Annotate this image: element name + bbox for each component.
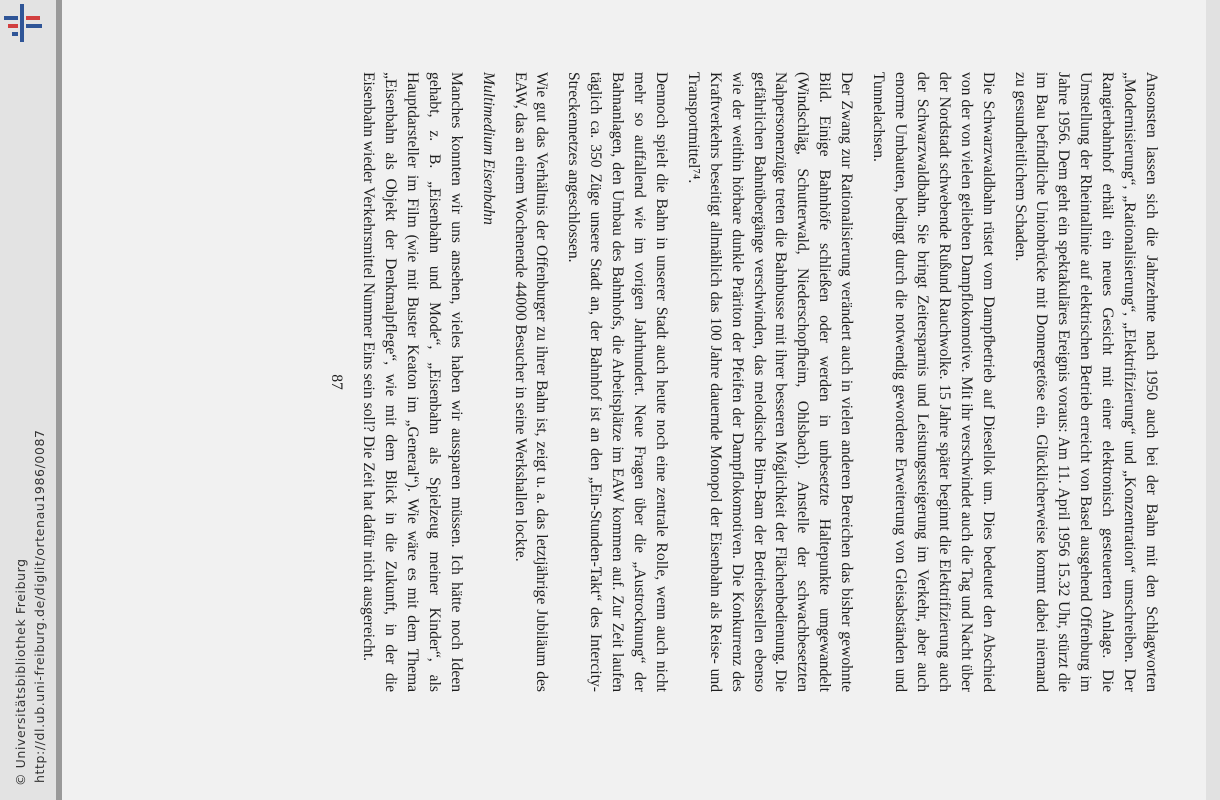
document-url[interactable]: http://dl.ub.uni-freiburg.de/diglit/ortenau1986/0087 (32, 429, 47, 783)
scanned-page (62, 0, 1220, 800)
paragraph: Wie gut das Verhältnis der Offenburger zu ihrer Bahn ist, zeigt u. a. das letztjährige Jubiläum des EAW, das an einem Wochenende 44000 Besucher in seine Werkshallen lockte. (511, 72, 551, 692)
page-number: 87 (328, 374, 346, 390)
page-text-block (325, 72, 1162, 692)
section-paragraph: Manches konnten wir uns ansehen, vieles haben wir aussparen müssen. Ich hätte noch Ideen gehabt, z. B. „Eisenbahn und Mode“, „Eisenbahn als Spielzeug meiner Kinder“, als Hauptdarsteller im Film (wie mit Buster Keaton im „General“). Wie wäre es mit dem Thema „Eisenbahn als Objekt der Denkmalpflege“, wie mit dem Blick in die Zukunft, in der die Eisenbahn wieder Verkehrsmittel Nummer Eins sein soll? Die Zeit hat dafür nicht ausgereicht. (360, 72, 465, 692)
section-heading: Multimedium Eisenbahn (479, 72, 497, 225)
viewer-sidebar (0, 0, 56, 800)
page-edge (1206, 0, 1220, 800)
paragraph: Ansonsten lassen sich die Jahrzehnte nach 1950 auch bei der Bahn mit den Schlagworten „Modernisierung“, „Rationalisierung“, „Elektrifizierung“ und „Konzentration“ umschreiben. Der Rangierbahnhof erhält ein neues Gesicht mit einer elektronisch gesteuerten Anlage. Die Umstellung der Rheintallinie auf elektrischen Betrieb erreicht von Basel ausgehend Offenburg im Jahre 1956. Dem geht ein spektakuläres Ereignis voraus: Am 11. April 1956 15.32 Uhr, stürzt die im Bau befindliche Unionbrücke mit Donnergetöse ein. Glücklicherweise kommt dabei niemand zu gesundheitlichem Schaden. (1011, 72, 1160, 692)
paragraph: Die Schwarzwaldbahn rüstet vom Dampfbetrieb auf Diesellok um. Dies bedeutet den Abschied von der von vielen geliebten Dampflokomotive. Mit ihr verschwindet auch die Tag und Nacht über der Nordstadt schwebende Rußund Rauchwolke. 15 Jahre später beginnt die Elektrifizierung auch der Schwarzwaldbahn. Sie bringt Zeitersparnis und Leistungssteigerung im Verkehr, aber auch enorme Umbauten, bedingt durch die notwendig gewordene Erweiterung von Gleisabständen und Tunnelachsen. (870, 72, 997, 692)
paragraph: Der Zwang zur Rationalisierung verändert auch in vielen anderen Bereichen das bisher gewohnte Bild. Einige Bahnhöfe schließen oder werden in unbesetzte Haltepunkte umgewandelt (Windschläg, Schutterwald, Niederschopfheim, Ohlsbach). Anstelle der schwachbesetzten Nahpersonenzüge treten die Bahnbusse mit ihrer besseren Möglichkeit der Flächenbedienung. Die gefährlichen Bahnübergänge verschwinden, das melodische Bim-Bam der Betriebsstellen ebenso wie der weithin hörbare dunkle Präriton der Pfeifen der Dampflokomotiven. Die Konkurrenz des Kraftverkehrs beseitigt allmählich das 100 Jahre dauernde Monopol der Eisenbahn als Reise- und Transportmittel⁷⁴. (684, 72, 856, 692)
paragraph: Dennoch spielt die Bahn in unserer Stadt auch heute noch eine zentrale Rolle, wenn auch nicht mehr so auffallend wie im vorigen Jahrhundert. Neue Fragen über die „Austrocknung“ der Bahnanlagen, den Umbau des Bahnhofs, die Arbeitsplätze im EAW kommen auf. Zur Zeit laufen täglich ca. 350 Züge unsere Stadt an, der Bahnhof ist an den „Ein-Stunden-Takt“ des Intercity-Streckennetzes angeschlossen. (565, 72, 670, 692)
copyright-notice: © Universitätsbibliothek Freiburg (13, 558, 28, 786)
university-library-logo (2, 2, 46, 48)
